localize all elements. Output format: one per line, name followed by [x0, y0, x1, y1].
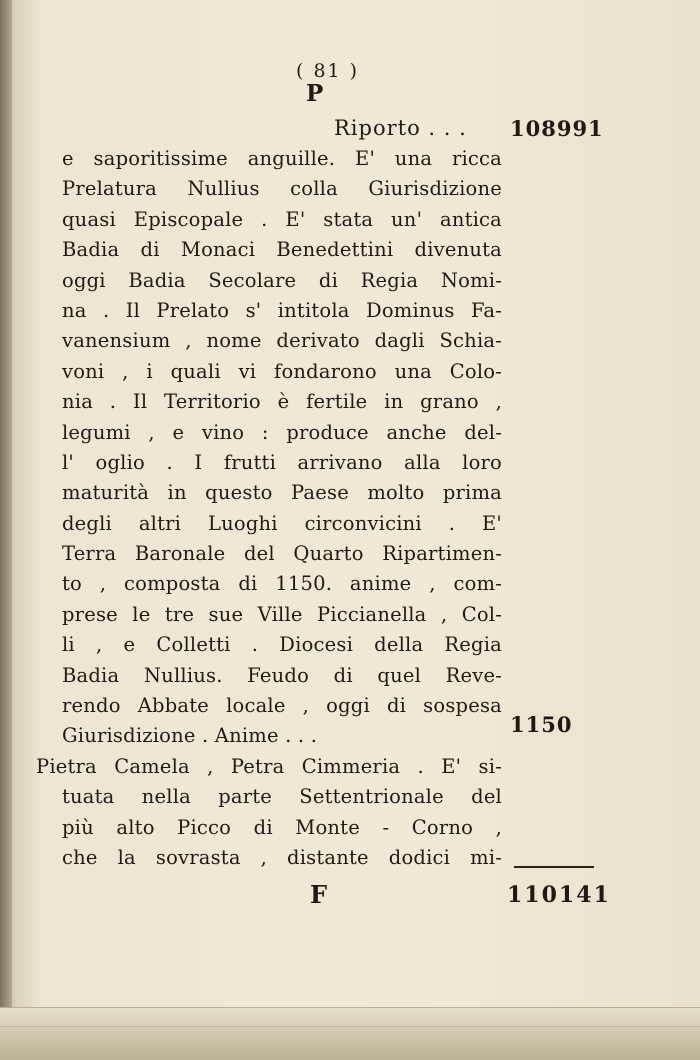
text-line: e saporitissime anguille. E' una ricca [62, 147, 502, 170]
text-line: Badia Nullius. Feudo di quel Reve- [62, 663, 502, 687]
carry-forward-value: 108991 [510, 116, 604, 141]
text-line: Prelatura Nullius colla Giurisdizione [62, 177, 502, 201]
page-edge [0, 1007, 700, 1060]
footer-signature: F [310, 880, 328, 909]
text-line: Terra Baronale del Quarto Ripartimen- [62, 542, 502, 566]
text-line-anime: Giurisdizione . Anime . . . [62, 724, 318, 748]
entry-heading-line: Pietra Camela , Petra Cimmeria . E' si- [36, 754, 502, 778]
sum-rule [514, 866, 594, 868]
text-line: l' oglio . I frutti arrivano alla loro [62, 450, 502, 474]
text-line: to , composta di 1150. anime , com- [62, 572, 502, 596]
text-line: legumi , e vino : produce anche del- [62, 420, 502, 444]
carry-forward-label: Riporto . . . [334, 116, 467, 140]
text-line: più alto Picco di Monte - Corno , [62, 815, 502, 839]
text-line: quasi Episcopale . E' stata un' antica [62, 207, 502, 231]
signature-letter: P [306, 80, 324, 107]
footer-total: 110141 [507, 882, 611, 908]
text-line: na . Il Prelato s' intitola Dominus Fa- [62, 298, 502, 322]
text-line: Badia di Monaci Benedettini divenuta [62, 238, 502, 262]
text-line: rendo Abbate locale , oggi di sospesa [62, 694, 502, 718]
text-line: prese le tre sue Ville Piccianella , Col- [62, 602, 502, 626]
text-line: vanensium , nome derivato dagli Schia- [62, 329, 502, 353]
book-binding [0, 0, 12, 1060]
text-line: nia . Il Territorio è fertile in grano , [62, 390, 502, 414]
entry-total: 1150 [510, 712, 573, 737]
text-line: li , e Colletti . Diocesi della Regia [62, 633, 502, 657]
text-line: che la sovrasta , distante dodici mi- [62, 845, 502, 869]
text-line: oggi Badia Secolare di Regia Nomi- [62, 268, 502, 292]
page-number: ( 81 ) [296, 60, 360, 82]
text-line: voni , i quali vi fondarono una Colo- [62, 359, 502, 383]
body-text [36, 144, 502, 873]
text-line: degli altri Luoghi circonvicini . E' [62, 511, 502, 535]
text-line: tuata nella parte Settentrionale del [62, 785, 502, 809]
text-line: maturità in questo Paese molto prima [62, 481, 502, 505]
